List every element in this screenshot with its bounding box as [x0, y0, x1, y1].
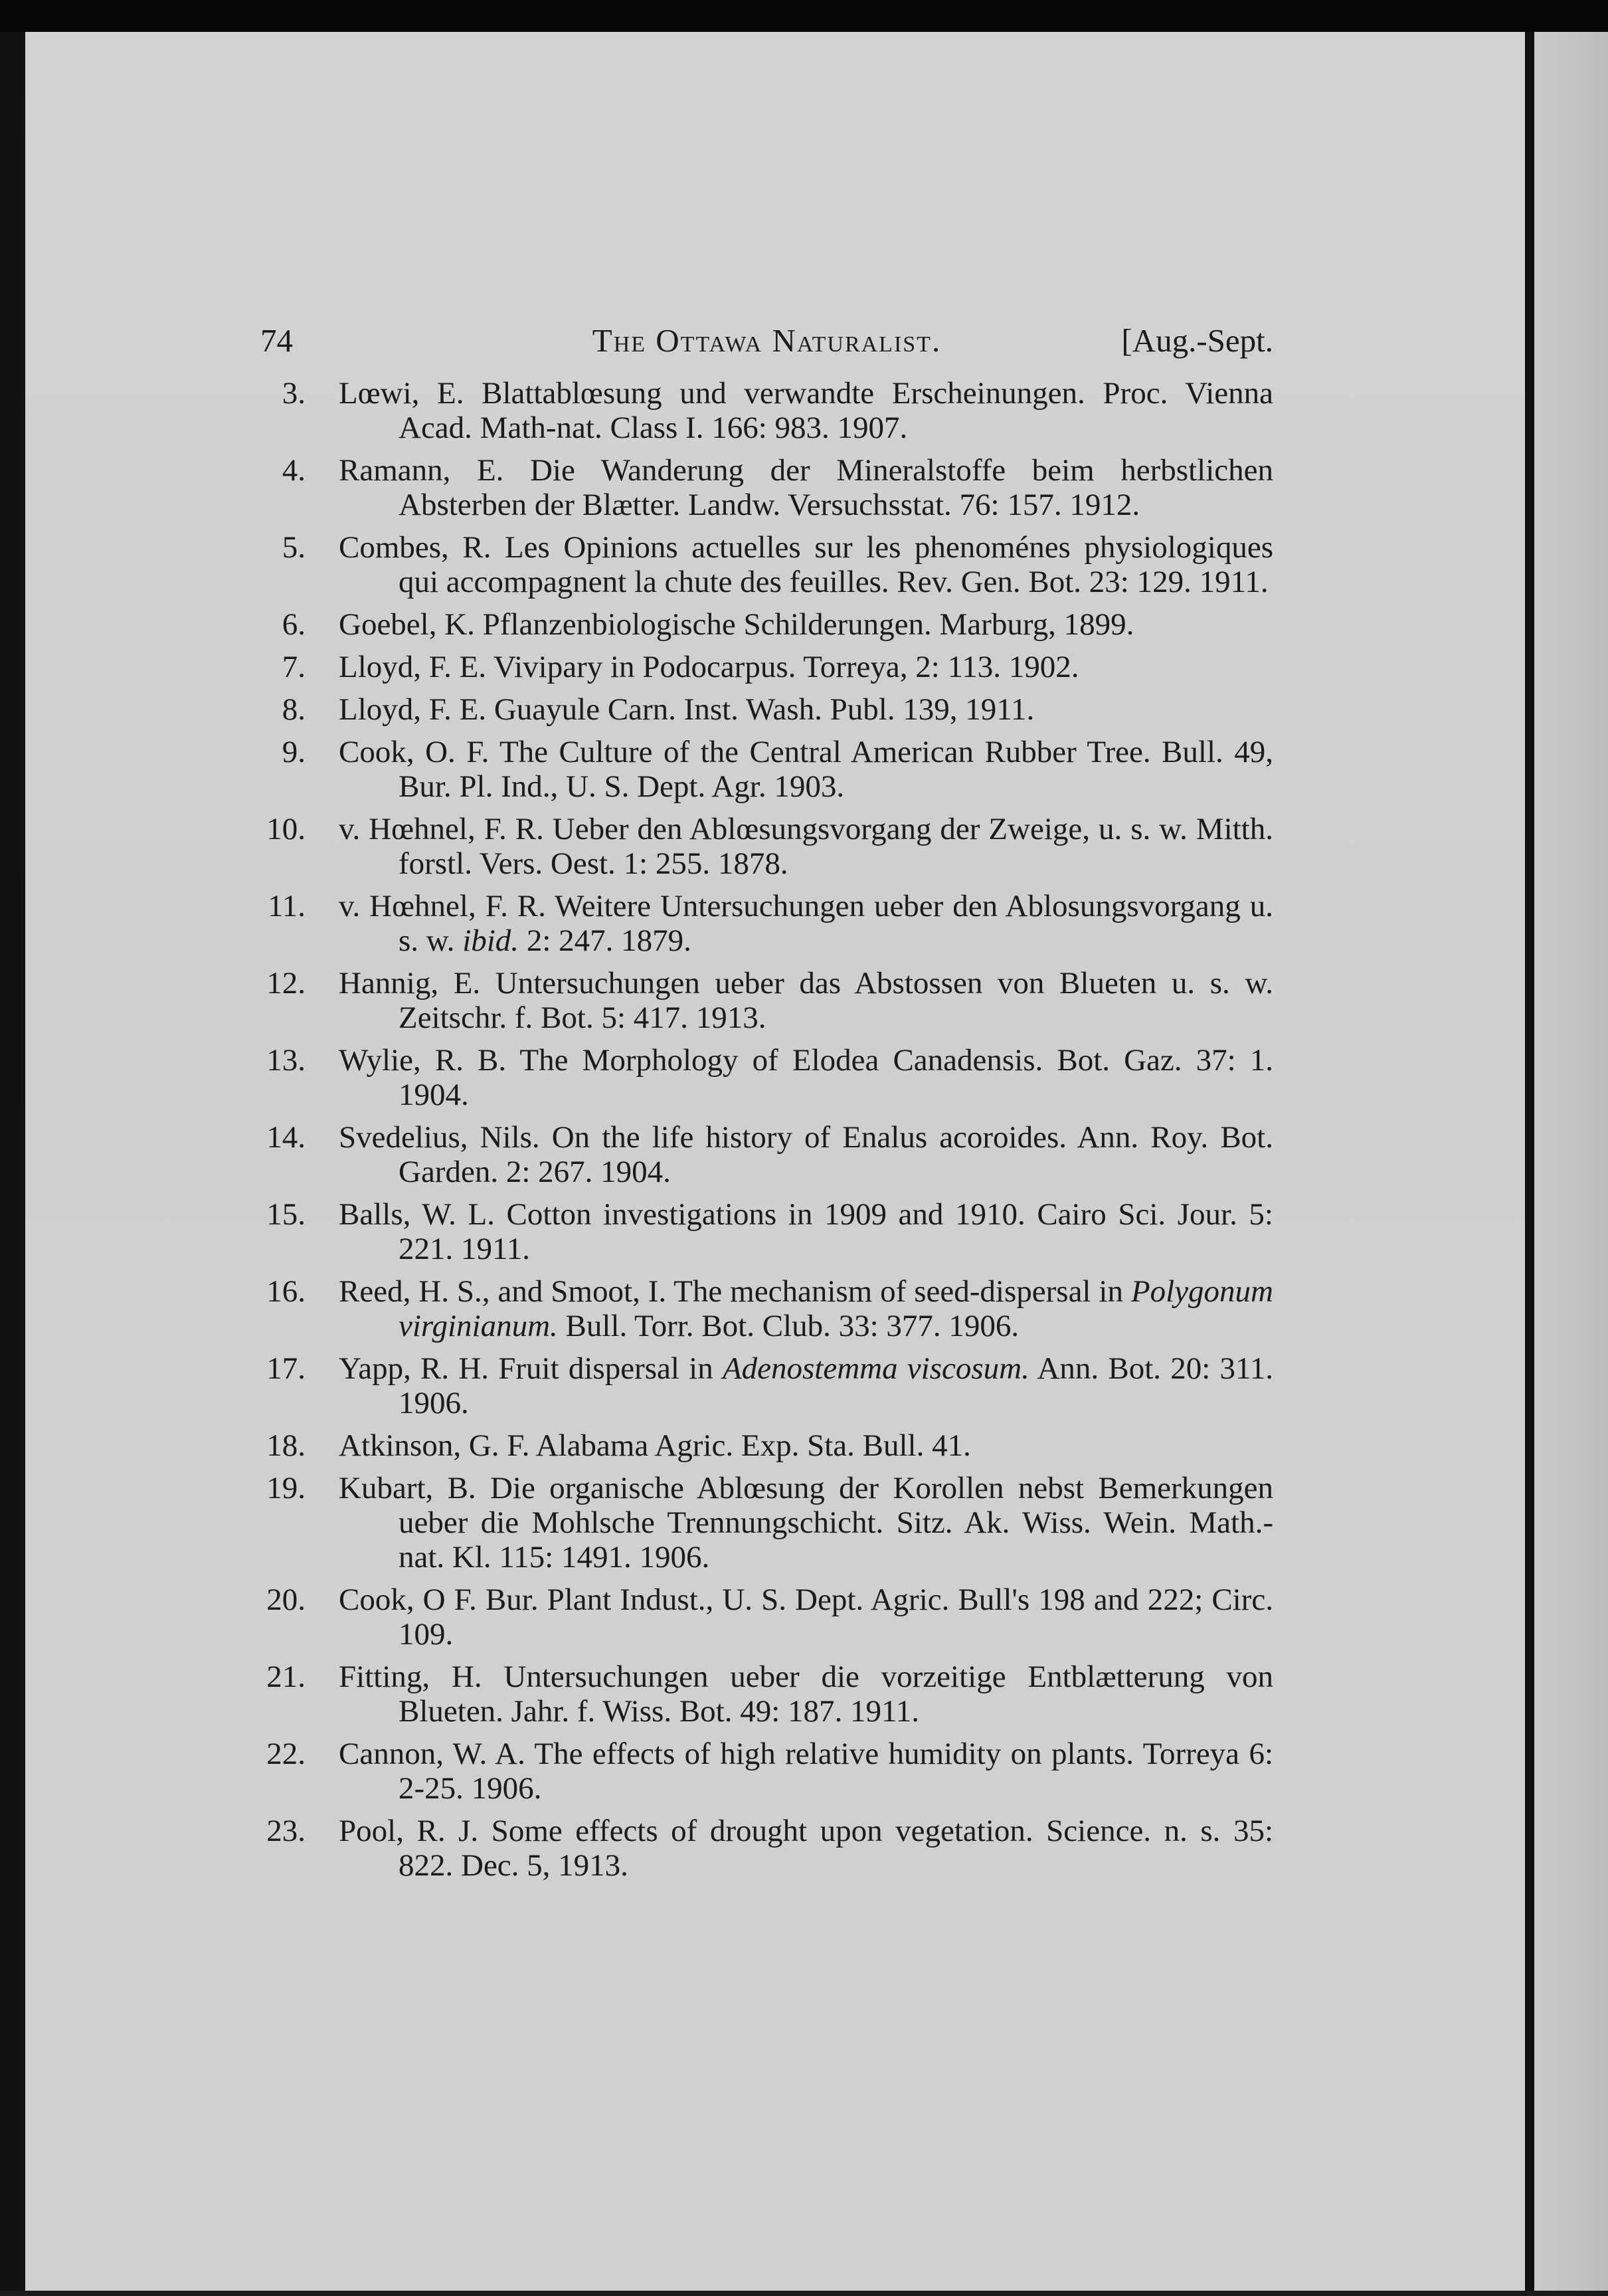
- reference-item: [252, 1471, 1273, 1575]
- reference-citation: Lœwi, E. Blattablœsung und verwandte Erscheinungen. Proc. Vienna Acad. Math-nat. Class I. 166: 983. 1907.: [339, 376, 1273, 445]
- reference-item: [252, 735, 1273, 804]
- reference-item: [252, 376, 1273, 445]
- reference-text: [339, 1814, 1273, 1883]
- reference-item: [252, 453, 1273, 522]
- reference-text: [339, 376, 1273, 445]
- reference-number: 15.: [266, 1197, 306, 1232]
- reference-item: [252, 1120, 1273, 1189]
- reference-italic-title: Polygonum virginianum.: [399, 1274, 1273, 1343]
- reference-number: 6.: [282, 607, 306, 642]
- running-header: [260, 318, 1273, 364]
- reference-citation: Balls, W. L. Cotton investigations in 1909 and 1910. Cairo Sci. Jour. 5: 221. 1911.: [339, 1197, 1273, 1266]
- reference-citation: Cook, O. F. The Culture of the Central American Rubber Tree. Bull. 49, Bur. Pl. Ind., U. S. Dept. Agr. 1903.: [339, 735, 1273, 804]
- reference-citation: Kubart, B. Die organische Ablœsung der Korollen nebst Bemerkungen ueber die Mohlsche Trennungschicht. Sitz. Ak. Wiss. Wein. Math.-nat. Kl. 115: 1491. 1906.: [339, 1471, 1273, 1575]
- reference-number: 22.: [266, 1737, 306, 1771]
- reference-text: [339, 889, 1273, 958]
- reference-number: 4.: [282, 453, 306, 488]
- reference-citation: Pool, R. J. Some effects of drought upon vegetation. Science. n. s. 35: 822. Dec. 5, 1913.: [339, 1814, 1273, 1883]
- reference-item: [252, 1351, 1273, 1420]
- reference-number: 18.: [266, 1428, 306, 1463]
- reference-item: [252, 1274, 1273, 1343]
- reference-citation: Lloyd, F. E. Guayule Carn. Inst. Wash. Publ. 139, 1911.: [339, 692, 1035, 727]
- page-number: 74: [260, 322, 293, 359]
- reference-citation: v. Hœhnel, F. R. Weitere Untersuchungen ueber den Ablosungsvorgang u. s. w.: [339, 889, 1273, 958]
- reference-text: [339, 607, 1273, 642]
- reference-text: [339, 1428, 1273, 1463]
- journal-title: The Ottawa Naturalist.: [592, 322, 942, 359]
- reference-citation: Goebel, K. Pflanzenbiologische Schilderungen. Marburg, 1899.: [339, 607, 1134, 642]
- reference-item: [252, 1197, 1273, 1266]
- reference-text: [339, 1351, 1273, 1420]
- reference-number: 10.: [266, 812, 306, 846]
- reference-number: 11.: [267, 889, 306, 923]
- reference-item: [252, 607, 1273, 642]
- reference-text: [339, 812, 1273, 881]
- reference-item: [252, 1660, 1273, 1729]
- reference-citation-tail: 2: 247. 1879.: [519, 923, 691, 958]
- reference-number: 19.: [266, 1471, 306, 1505]
- reference-text: [339, 530, 1273, 599]
- reference-item: [252, 889, 1273, 958]
- reference-item: [252, 692, 1273, 727]
- reference-text: [339, 1274, 1273, 1343]
- reference-number: 5.: [282, 530, 306, 565]
- reference-citation: Cannon, W. A. The effects of high relative humidity on plants. Torreya 6: 2-25. 1906.: [339, 1737, 1273, 1806]
- reference-number: 21.: [266, 1660, 306, 1694]
- scan-border-top: [0, 0, 1608, 32]
- reference-citation: Hannig, E. Untersuchungen ueber das Abstossen von Blueten u. s. w. Zeitschr. f. Bot. 5: 417. 1913.: [339, 966, 1273, 1035]
- reference-number: 23.: [266, 1814, 306, 1848]
- reference-item: [252, 1043, 1273, 1112]
- reference-number: 12.: [266, 966, 306, 1001]
- reference-item: [252, 812, 1273, 881]
- reference-number: 14.: [266, 1120, 306, 1155]
- reference-item: [252, 1582, 1273, 1652]
- reference-number: 20.: [266, 1582, 306, 1617]
- reference-citation: Ramann, E. Die Wanderung der Mineralstoffe beim herbstlichen Absterben der Blætter. Landw. Versuchsstat. 76: 157. 1912.: [339, 453, 1273, 522]
- reference-citation: Fitting, H. Untersuchungen ueber die vorzeitige Entblætterung von Blueten. Jahr. f. Wiss. Bot. 49: 187. 1911.: [339, 1660, 1273, 1729]
- reference-text: [339, 1582, 1273, 1652]
- reference-text: [339, 1471, 1273, 1575]
- reference-text: [339, 1197, 1273, 1266]
- reference-citation: Atkinson, G. F. Alabama Agric. Exp. Sta. Bull. 41.: [339, 1428, 971, 1463]
- reference-item: [252, 650, 1273, 684]
- reference-italic-title: Adenostemma viscosum.: [722, 1351, 1029, 1386]
- reference-text: [339, 650, 1273, 684]
- reference-item: [252, 966, 1273, 1035]
- reference-citation: Combes, R. Les Opinions actuelles sur les phenoménes physiologiques qui accompagnent la chute des feuilles. Rev. Gen. Bot. 23: 129. 1911.: [339, 530, 1273, 599]
- scan-border-right: [1525, 32, 1608, 2296]
- reference-italic-title: ibid.: [462, 923, 519, 958]
- reference-list: [252, 376, 1273, 1891]
- reference-citation-tail: Ann. Bot. 20: 311. 1906.: [399, 1351, 1274, 1420]
- reference-text: [339, 1043, 1273, 1112]
- reference-citation: Yapp, R. H. Fruit dispersal in: [339, 1351, 713, 1386]
- reference-text: [339, 1737, 1273, 1806]
- reference-number: 9.: [282, 735, 306, 769]
- reference-number: 3.: [282, 376, 306, 411]
- reference-item: [252, 530, 1273, 599]
- reference-citation: Wylie, R. B. The Morphology of Elodea Canadensis. Bot. Gaz. 37: 1. 1904.: [339, 1043, 1273, 1112]
- reference-citation: Svedelius, Nils. On the life history of Enalus acoroides. Ann. Roy. Bot. Garden. 2: 267. 1904.: [339, 1120, 1273, 1189]
- reference-item: [252, 1737, 1273, 1806]
- reference-number: 7.: [282, 650, 306, 684]
- reference-citation-tail: Bull. Torr. Bot. Club. 33: 377. 1906.: [557, 1309, 1020, 1343]
- scan-border-left: [0, 32, 25, 2296]
- reference-number: 13.: [266, 1043, 306, 1078]
- reference-number: 16.: [266, 1274, 306, 1309]
- reference-text: [339, 692, 1273, 727]
- reference-citation: Reed, H. S., and Smoot, I. The mechanism of seed-dispersal in: [339, 1274, 1123, 1309]
- reference-citation: v. Hœhnel, F. R. Ueber den Ablœsungsvorgang der Zweige, u. s. w. Mitth. forstl. Vers. Oest. 1: 255. 1878.: [339, 812, 1273, 881]
- issue-label: [Aug.-Sept.: [1121, 322, 1273, 359]
- reference-citation: Cook, O F. Bur. Plant Indust., U. S. Dept. Agric. Bull's 198 and 222; Circ. 109.: [339, 1582, 1273, 1652]
- reference-text: [339, 453, 1273, 522]
- reference-number: 17.: [266, 1351, 306, 1386]
- reference-text: [339, 1660, 1273, 1729]
- reference-text: [339, 735, 1273, 804]
- reference-text: [339, 966, 1273, 1035]
- scan-border-bottom: [0, 2291, 1608, 2296]
- reference-item: [252, 1814, 1273, 1883]
- reference-citation: Lloyd, F. E. Vivipary in Podocarpus. Torreya, 2: 113. 1902.: [339, 650, 1079, 684]
- reference-number: 8.: [282, 692, 306, 727]
- reference-text: [339, 1120, 1273, 1189]
- reference-item: [252, 1428, 1273, 1463]
